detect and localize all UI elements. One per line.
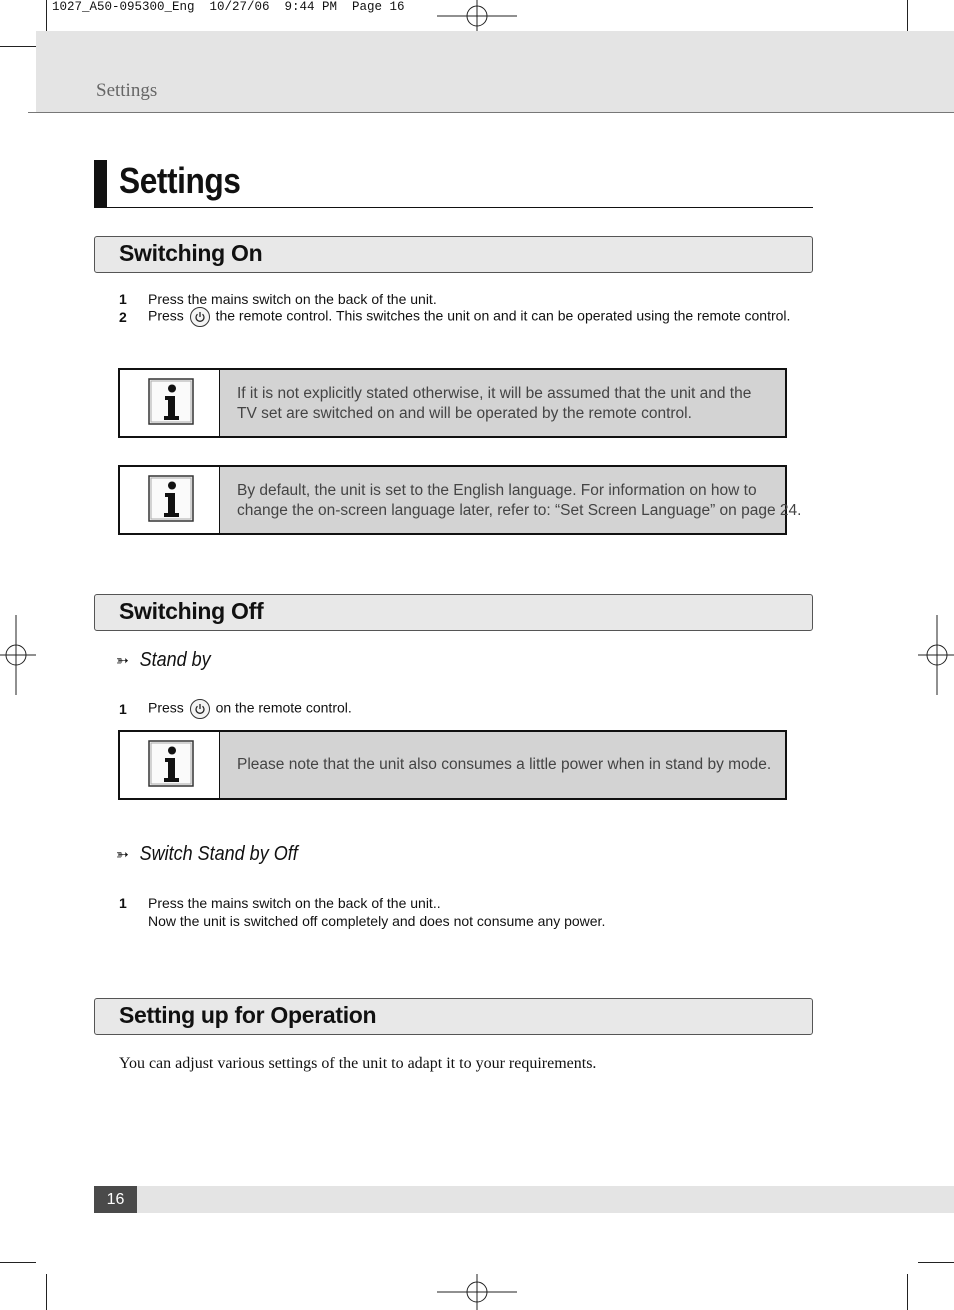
step-number: 1 bbox=[119, 701, 127, 717]
subheading-stand-by bbox=[116, 649, 211, 672]
footer-band bbox=[137, 1186, 954, 1213]
crop-mark bbox=[918, 1262, 954, 1263]
info-note bbox=[118, 465, 802, 535]
step-number: 2 bbox=[119, 309, 127, 325]
info-text-cell bbox=[220, 370, 785, 436]
step-text-with-icon bbox=[148, 307, 790, 327]
info-icon-cell bbox=[120, 467, 220, 533]
step-text: Press the mains switch on the back of the unit.. bbox=[148, 895, 441, 911]
title-accent-bar bbox=[94, 160, 107, 207]
info-icon bbox=[148, 378, 194, 425]
subheading-text: Switch Stand by Off bbox=[139, 843, 298, 865]
info-text-cell bbox=[220, 467, 802, 533]
step-text: Press the mains switch on the back of the unit. bbox=[148, 291, 437, 307]
subheading-switch-stand-by-off bbox=[116, 843, 298, 866]
info-text-line: By default, the unit is set to the English language. For information on how to bbox=[237, 482, 757, 499]
section-header-switching-off bbox=[94, 594, 813, 631]
power-icon bbox=[190, 307, 210, 327]
section-paragraph: You can adjust various settings of the unit to adapt it to your requirements. bbox=[119, 1055, 597, 1072]
info-text-cell bbox=[220, 732, 785, 798]
info-icon bbox=[148, 475, 194, 522]
crop-mark bbox=[0, 1262, 36, 1263]
title-divider bbox=[94, 207, 813, 208]
step-text-before: Press bbox=[148, 699, 184, 716]
info-text-line: TV set are switched on and will be operated by the remote control. bbox=[237, 405, 692, 422]
info-note bbox=[118, 730, 787, 800]
section-header-setting-up bbox=[94, 998, 813, 1035]
info-text-line: change the on-screen language later, refer to: “Set Screen Language” on page 24. bbox=[237, 502, 802, 519]
arrow-bullet-icon: ➳ bbox=[116, 651, 129, 670]
crop-mark bbox=[907, 1274, 908, 1310]
power-icon bbox=[190, 699, 210, 719]
info-icon-cell bbox=[120, 370, 220, 436]
info-icon-cell bbox=[120, 732, 220, 798]
info-text-line: Please note that the unit also consumes a little power when in stand by mode. bbox=[237, 756, 772, 773]
crop-mark bbox=[0, 46, 36, 47]
info-note bbox=[118, 368, 787, 438]
registration-mark-icon bbox=[918, 615, 954, 695]
arrow-bullet-icon: ➳ bbox=[116, 845, 129, 864]
step-text: Now the unit is switched off completely and does not consume any power. bbox=[148, 913, 606, 929]
section-header-switching-on bbox=[94, 236, 813, 273]
section-heading: Switching Off bbox=[119, 598, 264, 624]
page-title: Settings bbox=[119, 160, 241, 201]
section-heading: Switching On bbox=[119, 240, 263, 266]
page-number: 16 bbox=[94, 1186, 137, 1213]
step-number: 1 bbox=[119, 895, 127, 911]
step-text-after: the remote control. This switches the unit on and it can be operated using the remote control. bbox=[215, 307, 791, 324]
step-text-after: on the remote control. bbox=[215, 699, 352, 716]
subheading-text: Stand by bbox=[139, 649, 211, 671]
step-text-with-icon bbox=[148, 699, 352, 719]
registration-mark-icon bbox=[437, 1274, 517, 1310]
header-divider bbox=[28, 112, 954, 113]
header-band bbox=[36, 31, 954, 112]
crop-mark bbox=[46, 1274, 47, 1310]
section-heading: Setting up for Operation bbox=[119, 1002, 377, 1028]
print-slug: 1027_A50-095300_Eng 10/27/06 9:44 PM Page 16 bbox=[52, 0, 405, 14]
info-icon bbox=[148, 740, 194, 787]
running-header: Settings bbox=[96, 80, 158, 101]
step-number: 1 bbox=[119, 291, 127, 307]
info-text-line: If it is not explicitly stated otherwise, it will be assumed that the unit and the bbox=[237, 385, 752, 402]
registration-mark-icon bbox=[0, 615, 36, 695]
step-text-before: Press bbox=[148, 307, 184, 324]
